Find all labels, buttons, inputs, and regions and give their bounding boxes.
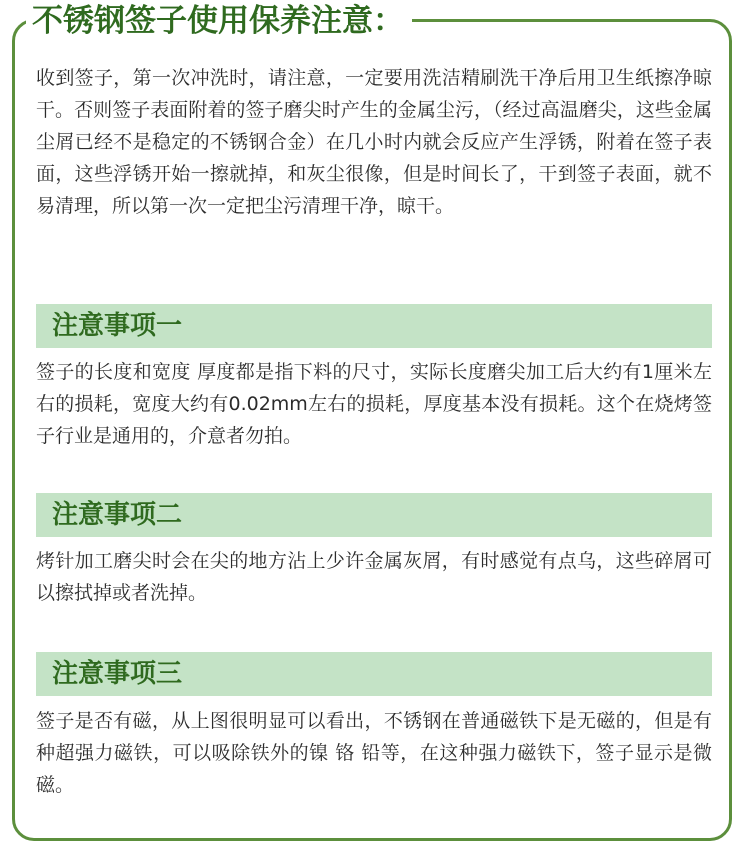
section-heading-3: 注意事项三: [36, 652, 712, 696]
page-title: 不锈钢签子使用保养注意：: [26, 0, 412, 42]
section-text-3: 签子是否有磁，从上图很明显可以看出，不锈钢在普通磁铁下是无磁的，但是有种超强力磁铁，可以吸除铁外的镍 铬 铅等，在这种强力磁铁下，签子显示是微磁。: [36, 710, 712, 796]
section-heading-2: 注意事项二: [36, 493, 712, 537]
intro-paragraph: 收到签子，第一次冲洗时，请注意，一定要用洗洁精刷洗干净后用卫生纸擦净晾干。否则签子表面附着的签子磨尖时产生的金属尘污，（经过高温磨尖，这些金属尘屑已经不是稳定的不锈钢合金）在几小时内就会反应产生浮锈，附着在签子表面，这些浮锈开始一擦就掉，和灰尘很像，但是时间长了，干到签子表面，就不易清理，所以第一次一定把尘污清理干净，晾干。: [36, 67, 712, 217]
section-heading-1: 注意事项一: [36, 304, 712, 348]
section-text-1: 签子的长度和宽度 厚度都是指下料的尺寸，实际长度磨尖加工后大约有1厘米左右的损耗，宽度大约有0.02mm左右的损耗，厚度基本没有损耗。这个在烧烤签子行业是通用的，介意者勿拍。: [36, 361, 712, 447]
section-text-2: 烤针加工磨尖时会在尖的地方沾上少许金属灰屑，有时感觉有点乌，这些碎屑可以擦拭掉或者洗掉。: [36, 550, 712, 604]
